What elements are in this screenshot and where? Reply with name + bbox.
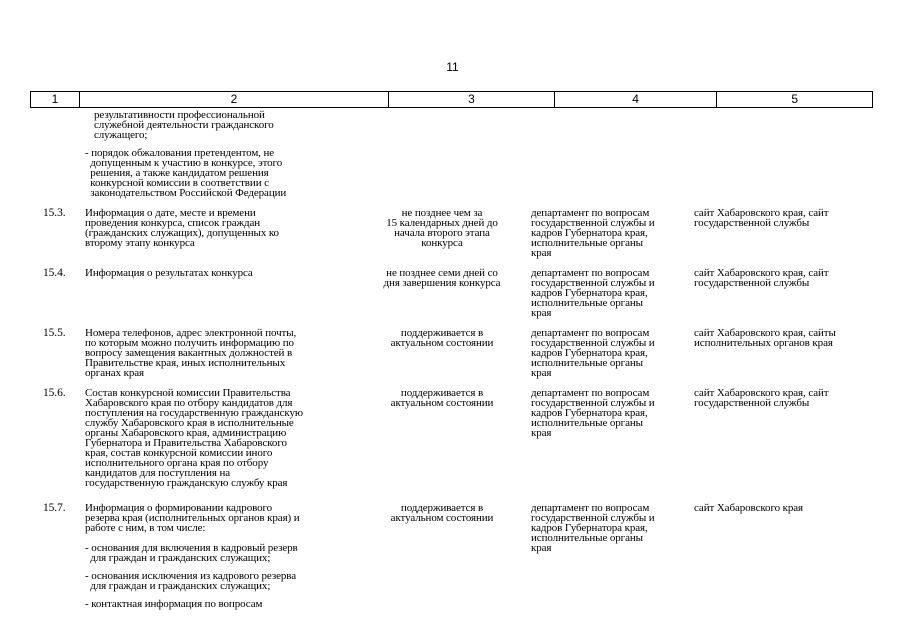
row-placement-cell: сайт Хабаровского края bbox=[694, 502, 804, 514]
row-placement-cell: сайт Хабаровского края, сайты исполнительных органов края bbox=[694, 327, 836, 349]
row-number: 15.6. bbox=[43, 387, 66, 399]
page-number: 11 bbox=[446, 60, 459, 74]
row-info-cell: Информация о результатах конкурса bbox=[85, 267, 253, 279]
row-info-cell: Номера телефонов, адрес электронной почты, по которым можно получить информацию по вопросу замещения вакантных должностей в Правительстве края, иных исполнительных органах края bbox=[85, 327, 297, 379]
continuation-appeal-item: - порядок обжалования претендентом, не допущенным к участию в конкурсе, этого решения, а также кандидатом решения конкурсной комиссии в соответствии с законодательством Российской Федерации bbox=[85, 147, 287, 199]
row-deadline-cell: поддерживается в актуальном состоянии bbox=[390, 387, 494, 409]
row-number: 15.4. bbox=[43, 267, 66, 279]
continuation-text: результативности профессиональной служебной деятельности гражданского служащего; bbox=[94, 109, 274, 141]
row-number: 15.7. bbox=[43, 502, 66, 514]
header-col-2: 2 bbox=[80, 92, 389, 107]
row-placement-cell: сайт Хабаровского края, сайт государственной службы bbox=[694, 387, 829, 409]
reserve-contact-item: - контактная информация по вопросам bbox=[85, 598, 263, 610]
header-col-3: 3 bbox=[389, 92, 555, 107]
header-col-5: 5 bbox=[791, 92, 799, 106]
row-number: 15.3. bbox=[43, 207, 66, 219]
row-responsible-cell: департамент по вопросам государственной службы и кадров Губернатора края, исполнительные органы края bbox=[531, 207, 655, 259]
row-number: 15.5. bbox=[43, 327, 66, 339]
row-deadline-cell: не позднее чем за 15 календарных дней до начала второго этапа конкурса bbox=[386, 207, 498, 249]
row-responsible-cell: департамент по вопросам государственной службы и кадров Губернатора края, исполнительные органы края bbox=[531, 387, 655, 439]
row-deadline-cell: поддерживается в актуальном состоянии bbox=[390, 327, 494, 349]
header-col-1: 1 bbox=[31, 92, 80, 107]
row-info-cell: Информация о дате, месте и времени проведения конкурса, список граждан (гражданских служащих), допущенных ко второму этапу конкурса bbox=[85, 207, 279, 249]
row-responsible-cell: департамент по вопросам государственной службы и кадров Губернатора края, исполнительные органы края bbox=[531, 327, 655, 379]
row-deadline-cell: не позднее семи дней со дня завершения конкурса bbox=[383, 267, 501, 289]
row-responsible-cell: департамент по вопросам государственной службы и кадров Губернатора края, исполнительные органы края bbox=[531, 502, 655, 554]
row-info-cell: Информация о формировании кадрового резерва края (исполнительных органов края) и работе с ним, в том числе: bbox=[85, 502, 300, 534]
row-info-cell: Состав конкурсной комиссии Правительства Хабаровского края по отбору кандидатов для поступления на государственную гражданскую службу Хабаровского края в исполнительные органы Хабаровского края, администрацию Губернатора и Правительства Хабаровского края, состав конкурсной комиссии иного исполнительного органа края по отбору кандидатов для поступления на государственную гражданскую службу края bbox=[85, 387, 303, 489]
reserve-inclusion-item: - основания для включения в кадровый резерв для граждан и гражданских служащих; bbox=[85, 542, 298, 564]
row-placement-cell: сайт Хабаровского края, сайт государственной службы bbox=[694, 267, 829, 289]
row-placement-cell: сайт Хабаровского края, сайт государственной службы bbox=[694, 207, 829, 229]
row-deadline-cell: поддерживается в актуальном состоянии bbox=[390, 502, 494, 524]
reserve-exclusion-item: - основания исключения из кадрового резерва для граждан и гражданских служащих; bbox=[85, 570, 296, 592]
header-col-4: 4 bbox=[555, 92, 718, 107]
table-header-row bbox=[30, 91, 873, 108]
row-responsible-cell: департамент по вопросам государственной службы и кадров Губернатора края, исполнительные органы края bbox=[531, 267, 655, 319]
